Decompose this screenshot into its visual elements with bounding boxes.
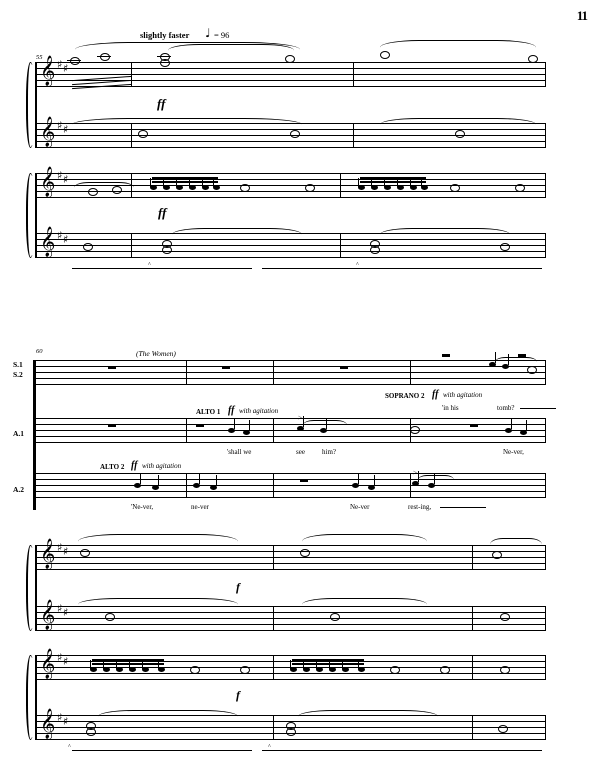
- notehead: [397, 185, 404, 190]
- notehead: [213, 185, 220, 190]
- barline: [273, 545, 274, 570]
- notehead: [421, 185, 428, 190]
- notehead: [303, 667, 310, 672]
- notehead: [330, 613, 340, 621]
- barline: [545, 233, 546, 258]
- key-sharp: ♯: [57, 541, 63, 554]
- stem: [158, 475, 159, 486]
- stem: [358, 473, 359, 484]
- treble-clef-icon: 𝄞: [40, 227, 56, 257]
- whole-rest: [340, 366, 348, 369]
- slur: [380, 40, 536, 55]
- slur: [72, 118, 302, 131]
- notehead: [384, 185, 391, 190]
- cue-soprano2-expression: with agitation: [443, 391, 483, 399]
- dynamic-f: f: [236, 688, 240, 702]
- lyric-alto1: 'shall we: [227, 448, 252, 456]
- stem: [202, 178, 203, 187]
- notehead: [329, 667, 336, 672]
- barline: [273, 418, 274, 443]
- accent-mark: >: [413, 469, 417, 477]
- slur: [490, 538, 542, 551]
- barline: [545, 123, 546, 148]
- barline: [545, 418, 546, 443]
- key-sharp: ♯: [63, 62, 69, 75]
- notehead: [440, 666, 450, 674]
- notehead: [103, 667, 110, 672]
- notehead: [390, 666, 400, 674]
- notehead: [190, 666, 200, 674]
- barline: [545, 655, 546, 680]
- stem: [216, 475, 217, 486]
- notehead: [80, 549, 90, 557]
- notehead: [163, 185, 170, 190]
- slur: [172, 228, 302, 241]
- stem: [213, 178, 214, 187]
- notehead: [160, 59, 170, 67]
- tempo-text: slightly faster: [140, 30, 190, 40]
- notehead: [285, 55, 295, 63]
- key-sharp: ♯: [63, 545, 69, 558]
- notehead: [240, 184, 250, 192]
- stem: [371, 178, 372, 187]
- key-sharp: ♯: [57, 602, 63, 615]
- pedal-mark: ^: [148, 262, 151, 268]
- stem: [526, 420, 527, 431]
- barline: [353, 123, 354, 148]
- barline: [545, 545, 546, 570]
- cue-alto2-expression: with agitation: [142, 462, 182, 470]
- barline: [131, 233, 132, 258]
- notehead: [240, 666, 250, 674]
- stem: [199, 473, 200, 484]
- barline: [273, 360, 274, 385]
- system-1: [0, 0, 605, 280]
- key-sharp: ♯: [63, 173, 69, 186]
- stem: [421, 178, 422, 187]
- stem: [234, 418, 235, 429]
- notehead: [116, 667, 123, 672]
- slur: [168, 44, 294, 57]
- stem: [116, 660, 117, 669]
- stem: [316, 660, 317, 669]
- notehead: [410, 185, 417, 190]
- slur: [303, 420, 347, 430]
- stem: [397, 178, 398, 187]
- accent-mark: >: [298, 414, 302, 422]
- treble-clef-icon: 𝄞: [40, 600, 56, 630]
- stem: [374, 475, 375, 486]
- dynamic-ff: ff: [157, 96, 166, 111]
- slur: [78, 534, 238, 549]
- notehead: [162, 246, 172, 254]
- notehead: [358, 185, 365, 190]
- pedal-mark: ^: [68, 744, 71, 750]
- beam: [360, 181, 426, 183]
- barline: [545, 173, 546, 198]
- barline: [545, 715, 546, 740]
- stem: [142, 660, 143, 669]
- voice-label-a2: A.2: [13, 485, 25, 494]
- slur: [298, 710, 438, 723]
- treble-clef-icon: 𝄞: [40, 56, 56, 86]
- lyric-alto2: Ne-ver: [350, 503, 370, 511]
- barline: [186, 473, 187, 498]
- notehead: [150, 185, 157, 190]
- notehead: [498, 725, 508, 733]
- stem: [163, 178, 164, 187]
- stem: [150, 178, 151, 187]
- treble-clef-icon: 𝄞: [40, 117, 56, 147]
- barline: [410, 360, 411, 385]
- barline: [273, 606, 274, 631]
- lyric-alto2: 'Ne-ver,: [131, 503, 154, 511]
- notehead: [129, 667, 136, 672]
- notehead: [138, 130, 148, 138]
- notehead: [86, 728, 96, 736]
- piano-brace-1: [26, 62, 34, 148]
- notehead: [290, 667, 297, 672]
- notehead: [176, 185, 183, 190]
- key-sharp: ♯: [57, 711, 63, 724]
- lyric-soprano2: tomb?: [497, 404, 515, 412]
- barline: [472, 606, 473, 631]
- key-sharp: ♯: [57, 229, 63, 242]
- notehead: [371, 185, 378, 190]
- cue-alto2-dynamic: ff: [131, 460, 138, 471]
- staff-alto1: [36, 418, 546, 443]
- notehead: [202, 185, 209, 190]
- barline: [545, 473, 546, 498]
- notehead: [455, 130, 465, 138]
- measure-number-55: 55: [36, 54, 43, 61]
- beam: [360, 177, 426, 179]
- tempo-equals: = 96: [214, 30, 230, 40]
- barline: [186, 418, 187, 443]
- stem: [249, 420, 250, 431]
- barline: [273, 655, 274, 680]
- notehead: [189, 185, 196, 190]
- beam: [152, 181, 218, 183]
- stem: [303, 660, 304, 669]
- whole-rest: [196, 424, 204, 427]
- piano-brace-3: [26, 545, 34, 631]
- stem: [176, 178, 177, 187]
- notehead: [290, 130, 300, 138]
- lyric-extender: [440, 507, 486, 508]
- lyric-alto2: ne-ver: [191, 503, 209, 511]
- voice-label-s1: S.1: [13, 360, 23, 369]
- slur: [74, 182, 134, 193]
- whole-rest: [300, 479, 308, 482]
- whole-rest: [222, 366, 230, 369]
- barline: [545, 606, 546, 631]
- slur: [302, 598, 427, 611]
- notehead: [286, 728, 296, 736]
- slur: [302, 534, 427, 549]
- notehead: [83, 243, 93, 251]
- notehead: [305, 184, 315, 192]
- barline: [472, 655, 473, 680]
- slur: [418, 475, 454, 485]
- barline: [545, 62, 546, 87]
- cue-alto1-dynamic: ff: [228, 405, 235, 416]
- slur: [98, 710, 238, 723]
- dynamic-ff: ff: [158, 205, 167, 220]
- slur: [495, 357, 537, 367]
- stem: [329, 660, 330, 669]
- key-sharp: ♯: [63, 715, 69, 728]
- notehead: [527, 366, 537, 374]
- barline: [410, 473, 411, 498]
- dynamic-f: f: [236, 580, 240, 594]
- cue-alto2: ALTO 2: [100, 463, 125, 471]
- key-sharp: ♯: [63, 233, 69, 246]
- staff-piano1-rh: [36, 62, 546, 87]
- notehead: [410, 426, 420, 434]
- cue-soprano2-dynamic: ff: [432, 389, 439, 400]
- notehead: [342, 667, 349, 672]
- barline: [353, 62, 354, 87]
- lyric-extender: [520, 408, 556, 409]
- treble-clef-icon: 𝄞: [40, 649, 56, 679]
- barline: [273, 715, 274, 740]
- notehead: [158, 667, 165, 672]
- key-sharp: ♯: [57, 119, 63, 132]
- stem: [189, 178, 190, 187]
- notehead: [142, 667, 149, 672]
- barline: [472, 545, 473, 570]
- measure-number-60: 60: [36, 348, 43, 355]
- lyric-alto2: rest-ing,: [408, 503, 432, 511]
- notehead: [500, 666, 510, 674]
- barline: [340, 233, 341, 258]
- pedal-mark: ^: [356, 262, 359, 268]
- notehead: [90, 667, 97, 672]
- piano-brace-2: [26, 173, 34, 258]
- treble-clef-icon: 𝄞: [40, 539, 56, 569]
- slur: [380, 228, 510, 241]
- notehead: [105, 613, 115, 621]
- notehead: [358, 667, 365, 672]
- stem: [358, 178, 359, 187]
- notehead: [316, 667, 323, 672]
- treble-clef-icon: 𝄞: [40, 709, 56, 739]
- barline: [186, 360, 187, 385]
- stem: [384, 178, 385, 187]
- whole-rest: [108, 366, 116, 369]
- notehead: [112, 186, 122, 194]
- barline: [340, 173, 341, 198]
- lyric-alto1: him?: [322, 448, 336, 456]
- notehead: [500, 243, 510, 251]
- key-sharp: ♯: [57, 58, 63, 71]
- tempo-note-icon: ♩: [205, 26, 211, 40]
- stem: [158, 660, 159, 669]
- voice-label-s2: S.2: [13, 370, 23, 379]
- stem: [410, 178, 411, 187]
- notehead: [88, 188, 98, 196]
- lyric-soprano2: 'in his: [442, 404, 459, 412]
- treble-clef-icon: 𝄞: [40, 167, 56, 197]
- notehead: [515, 184, 525, 192]
- whole-rest: [108, 424, 116, 427]
- stem: [90, 660, 91, 669]
- pedal-line: [262, 750, 542, 751]
- page-number: 11: [576, 8, 587, 23]
- key-sharp: ♯: [57, 169, 63, 182]
- staff-alto2: [36, 473, 546, 498]
- system-2: [0, 330, 605, 770]
- barline: [472, 715, 473, 740]
- pedal-mark: ^: [268, 744, 271, 750]
- staff-soprano: [36, 360, 546, 385]
- notehead: [370, 246, 380, 254]
- pedal-line: [262, 268, 542, 269]
- piano-brace-4: [26, 655, 34, 740]
- stem: [140, 473, 141, 484]
- slur: [78, 598, 238, 611]
- stem: [342, 660, 343, 669]
- whole-rest: [442, 354, 450, 357]
- notehead: [300, 549, 310, 557]
- cue-alto1-expression: with agitation: [239, 407, 279, 415]
- barline: [545, 360, 546, 385]
- notehead: [70, 57, 80, 65]
- key-sharp: ♯: [63, 123, 69, 136]
- cue-soprano2: SOPRANO 2: [385, 392, 425, 400]
- notehead: [492, 551, 502, 559]
- lyric-alto1: Ne-ver,: [503, 448, 524, 456]
- pedal-line: [72, 268, 252, 269]
- barline: [273, 473, 274, 498]
- lyric-alto1: see: [296, 448, 305, 456]
- stem: [511, 418, 512, 429]
- ledger-line: [67, 60, 81, 61]
- stage-direction: (The Women): [136, 349, 176, 358]
- stem: [290, 660, 291, 669]
- slur: [380, 118, 536, 131]
- stem: [358, 660, 359, 669]
- pedal-line: [72, 750, 252, 751]
- beam: [152, 177, 218, 179]
- key-sharp: ♯: [63, 606, 69, 619]
- cue-alto1: ALTO 1: [196, 408, 221, 416]
- key-sharp: ♯: [57, 651, 63, 664]
- notehead: [500, 613, 510, 621]
- stem: [103, 660, 104, 669]
- notehead: [528, 55, 538, 63]
- notehead: [450, 184, 460, 192]
- voice-label-a1: A.1: [13, 429, 25, 438]
- key-sharp: ♯: [63, 655, 69, 668]
- whole-rest: [470, 424, 478, 427]
- stem: [129, 660, 130, 669]
